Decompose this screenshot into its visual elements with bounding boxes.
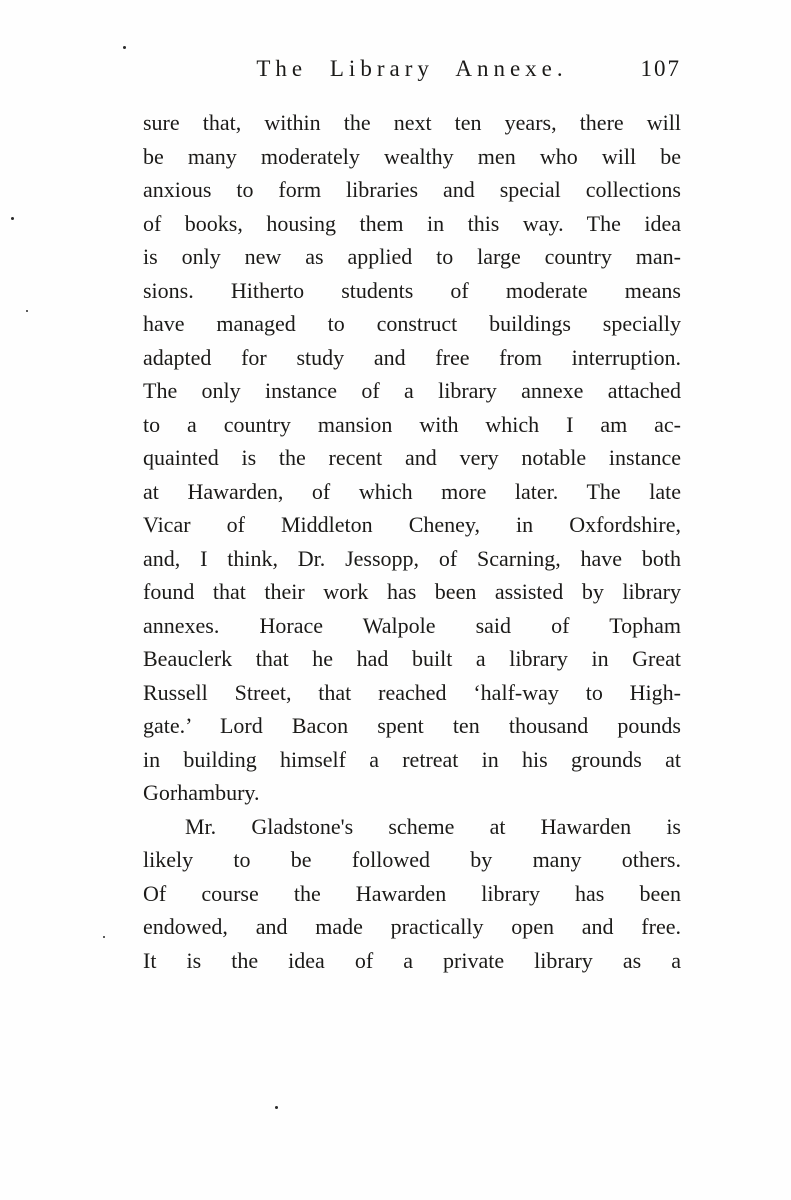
page-body	[143, 106, 681, 977]
text-line: endowed, and made practically open and free.	[143, 914, 681, 939]
text-line: found that their work has been assisted by library	[143, 579, 681, 604]
text-line: gate.’ Lord Bacon spent ten thousand pounds	[143, 713, 681, 738]
text-column	[143, 0, 681, 977]
text-line: to a country mansion with which I am ac-	[143, 411, 681, 437]
running-title: The Library Annexe.	[256, 56, 568, 81]
scan-speckle	[103, 936, 105, 938]
text-line: and, I think, Dr. Jessopp, of Scarning, have both	[143, 545, 681, 571]
text-line: likely to be followed by many others.	[143, 847, 681, 872]
text-line: in building himself a retreat in his grounds at	[143, 746, 681, 772]
text-line: sure that, within the next ten years, there will	[143, 110, 681, 135]
page-number: 107	[640, 56, 681, 81]
text-line: adapted for study and free from interruption.	[143, 344, 681, 370]
text-line: sions. Hitherto students of moderate means	[143, 277, 681, 303]
text-line: It is the idea of a private library as a	[143, 947, 681, 973]
text-line: Vicar of Middleton Cheney, in Oxfordshire,	[143, 512, 681, 537]
text-line: have managed to construct buildings specially	[143, 311, 681, 336]
text-line: Gorhambury.	[143, 780, 260, 805]
text-line: quainted is the recent and very notable instance	[143, 445, 681, 470]
text-line: of books, housing them in this way. The idea	[143, 210, 681, 236]
scan-speckle	[275, 1106, 278, 1109]
scan-speckle	[123, 46, 126, 49]
text-line: Russell Street, that reached ‘half-way to High-	[143, 679, 681, 705]
text-line: at Hawarden, of which more later. The late	[143, 478, 681, 504]
scan-speckle	[11, 217, 14, 220]
text-line: is only new as applied to large country man-	[143, 244, 681, 269]
text-line: be many moderately wealthy men who will be	[143, 143, 681, 169]
text-line: annexes. Horace Walpole said of Topham	[143, 612, 681, 638]
scan-speckle	[26, 310, 28, 312]
text-line: anxious to form libraries and special collections	[143, 177, 681, 202]
text-line: Of course the Hawarden library has been	[143, 880, 681, 906]
text-line: The only instance of a library annexe attached	[143, 378, 681, 403]
text-line: Mr. Gladstone's scheme at Hawarden is	[185, 813, 681, 839]
page-header	[143, 56, 681, 86]
text-line: Beauclerk that he had built a library in Great	[143, 646, 681, 671]
